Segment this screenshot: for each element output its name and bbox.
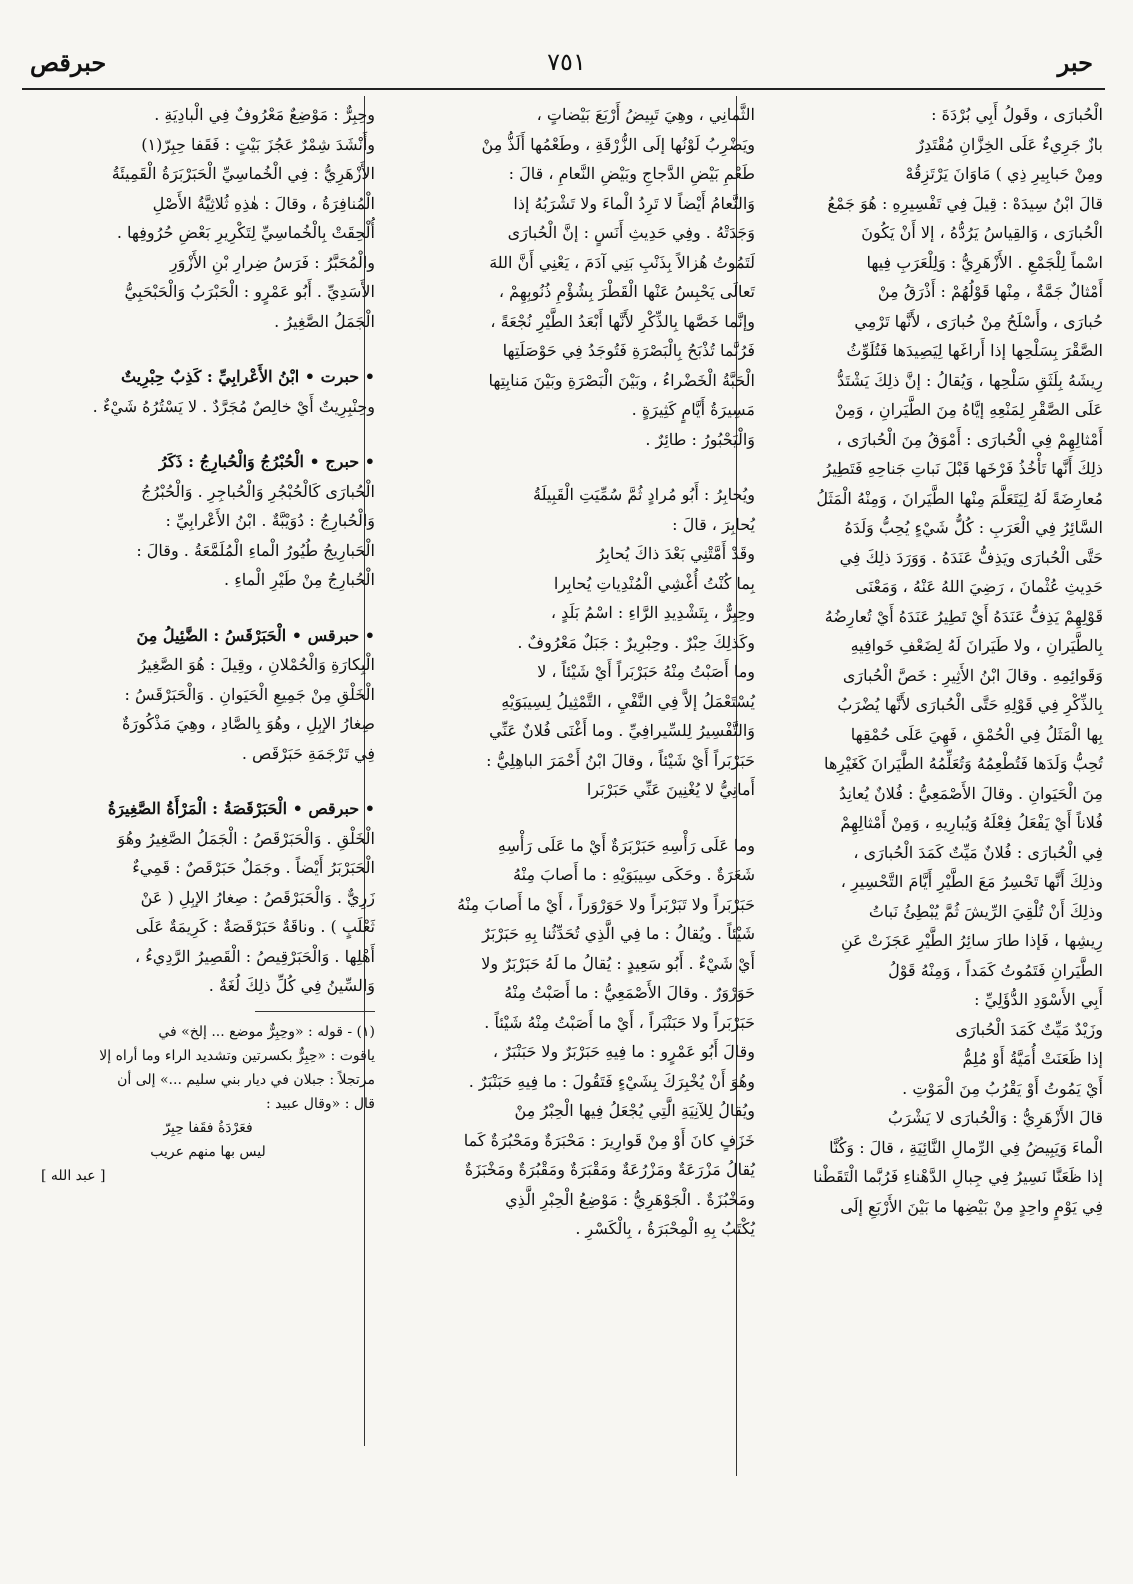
text-line: حَدِيثِ عُثْمانَ ، رَضِيَ اللهُ عَنْهُ ، وَمَعْنَى bbox=[855, 577, 1103, 596]
entry-separator bbox=[41, 768, 375, 794]
text-line: وَالْيَحْبُورُ : طائِرٌ . bbox=[645, 429, 755, 449]
text-line: وزَيْدٌ مَيِّتٌ كَمَدَ الْحُبارَى bbox=[955, 1019, 1103, 1039]
entry-separator bbox=[41, 336, 375, 362]
text-line: • حبرقص • الْحَبَرْقَصَةُ : الْمَرْأَةُ الصَّغِيرَةُ bbox=[107, 799, 375, 818]
text-line: • حبرقس • الْحَبَرْقَسُ : الضَّئِيلُ مِنَ bbox=[136, 625, 375, 645]
text-line: لَتَمُوتُ هُزالاً بِذَنْبِ بَنِي آدَمَ ، يَعْنِي أَنَّ اللهَ bbox=[489, 252, 755, 272]
footnote-line: قال : «وقال عبيد : bbox=[266, 1095, 375, 1112]
text-line: تَعالَى يَحْبِسُ عَنْها الْقَطْرَ بِشُؤْمِ ذُنُوبِهِمْ ، bbox=[498, 282, 755, 301]
footnote-line: ياقوت : «حِبِرٌّ بكسرتين وتشديد الراء وما أراه إلا bbox=[99, 1047, 375, 1064]
footnote-signature: [ عبد الله ] bbox=[41, 1167, 106, 1184]
footnote-line: ليس بها منهم عريب bbox=[150, 1143, 266, 1160]
text-line: فَرُبَّما تُذْبَحُ بِالْبَصْرَةِ فَتُوجَدُ فِي حَوْصَلَتِها bbox=[502, 341, 755, 360]
text-line: أَبِي الأَسْوَدِ الدُّؤَلِيِّ : bbox=[974, 990, 1103, 1009]
text-line: خَزَفٍ كانَ أَوْ مِنْ قَوارِيرَ : مَحْبَرَةٌ ومَحْبُرَةٌ كَما bbox=[463, 1130, 755, 1150]
text-line: وهُوَ أَنْ يُخْبِرَكَ بِشَيْءٍ فَتَقُولَ : ما فِيهِ حَبَنْبَرٌ . bbox=[468, 1071, 755, 1091]
footnote-line: (١) - قوله : «وحِبِرٌّ موضع ... إلخ» في bbox=[158, 1023, 375, 1040]
text-line: يُسْتَعْمَلُ إلاَّ فِي النَّفْيِ ، التَّمْثِيلُ لِسِيبَوَيْهِ bbox=[501, 691, 755, 711]
text-line: الْحُبارَى ، وقَولُ أَبِي بُرْدَةَ : bbox=[931, 105, 1103, 124]
text-line: وحِبِرٌّ ، بِتَشْدِيدِ الرَّاءِ : اسْمُ بَلَدٍ ، bbox=[550, 603, 755, 622]
text-line: وحِبِرٌّ : مَوْضِعٌ مَعْرُوفٌ فِي الْبادِيَةِ . bbox=[154, 105, 375, 124]
text-line: بِما كُنْتُ أُغْشِي الْمُنْدِياتِ يُحابِرا bbox=[553, 573, 755, 593]
footnote-line: مرتجلاً : جبلان في ديار بني سليم ...» إلى أن bbox=[117, 1071, 375, 1088]
entry-separator bbox=[405, 805, 755, 831]
page-header bbox=[30, 44, 1103, 94]
text-line: بازٌ جَرِيءٌ عَلَى الخِزَّانِ مُقْتَدِرٌ bbox=[916, 134, 1103, 154]
text-line: فُلاناً أَيْ يَفْعَلُ فِعْلَهُ وَيُبارِيهِ ، وَمِنْ أَمْثالِهِمْ bbox=[840, 813, 1103, 832]
text-line: بِها الْمَثَلُ فِي الْحُمْقِ ، فَهِيَ عَلَى حُمْقِها bbox=[850, 724, 1103, 744]
page-number: ٧٥١ bbox=[547, 48, 586, 76]
text-line: ومَخْبُزَةٌ . الْجَوْهَرِيُّ : مَوْضِعُ الْحِبْرِ الَّذِي bbox=[505, 1189, 755, 1209]
text-line: الأَسَدِيِّ . أَبُو عَمْرٍو : الْحَبْرَبُ وَالْحَبْحَبِيُّ bbox=[124, 282, 375, 301]
text-line: قالَ الأَزْهَرِيُّ : وَالْحُبارَى لا يَشْرَبُ bbox=[887, 1108, 1103, 1127]
text-line: الْحَبارِيجُ طُيُورُ الْماءِ الْمُلَمَّعَةُ . وقالَ : bbox=[136, 540, 375, 560]
text-line: قالَ ابْنُ سِيدَهْ : قِيلَ فِي تَفْسِيرِهِ : هُوَ جَمْعُ bbox=[827, 193, 1103, 213]
text-line: بِالطَّيَرانِ ، ولا طَيَرانَ لَهُ لِضَعْفِ خَوافِيهِ bbox=[850, 636, 1103, 655]
text-line: وحِنْبِرِيتٌ أَيْ خالِصٌ مُجَرَّدٌ . لا يَسْتُرُهُ شَيْءٌ . bbox=[92, 396, 375, 416]
text-line: أَمانِيُّ لا يُغْنِينَ عَنِّي حَبَرْبَرا bbox=[586, 780, 755, 799]
text-line: الْحُبارِجُ مِنْ طَيْرِ الْماءِ . bbox=[224, 570, 375, 589]
header-rule bbox=[22, 88, 1105, 90]
text-line: الْجَمَلُ الصَّغِيرُ . bbox=[274, 311, 375, 331]
text-line: ومِنْ حَبابِيرِ ذِي ) مَاوَانَ يَرْتَزِقُهْ bbox=[905, 164, 1103, 183]
text-line: وقالَ أَبُو عَمْرٍو : ما فِيهِ حَبَرْبَرٌ ولا حَبَنْبَرٌ ، bbox=[492, 1042, 755, 1061]
header-left-catchword: حبرقص bbox=[30, 48, 107, 77]
text-line: وَالتَّفْسِيرُ لِلسِّيرافِيِّ . وما أَغْنَى فُلانٌ عَنِّي bbox=[489, 721, 755, 740]
column-middle bbox=[405, 100, 755, 1244]
column-right bbox=[785, 100, 1103, 1221]
text-line: حَوَرْوَرٌ . وقالَ الأَصْمَعِيُّ : ما أَصَبْتُ مِنْهُ bbox=[504, 983, 755, 1002]
text-line: طَعْمِ بَيْضِ الدَّجاجِ وبَيْضِ النَّعامِ ، قالَ : bbox=[508, 164, 755, 183]
text-line: حُبارَى ، وأَسْلَحُ مِنْ حُبارَى ، لأَنَّها تَرْمِي bbox=[854, 311, 1103, 331]
text-line: الْحَبَّةُ الْخَضْراءُ ، وبَيْنَ الْبَصْرَةِ وبَيْنَ مَنابِتِها bbox=[488, 370, 755, 390]
footnote-rule bbox=[255, 1011, 375, 1012]
text-line: حَبَرْبَراً أَيْ شَيْئاً ، وقالَ ابْنُ أَحْمَرَ الباهِلِيُّ : bbox=[486, 750, 755, 770]
text-line: وَالسِّينُ فِي كُلِّ ذلِكَ لُغَةٌ . bbox=[208, 976, 375, 995]
header-right-catchword: حبر bbox=[1057, 48, 1093, 77]
text-line: وكَذلِكَ حِبْرٌ . وحِبْرِيرٌ : جَبَلٌ مَعْرُوفٌ . bbox=[517, 632, 755, 652]
text-line: الْبِكارَةِ وَالْحُمْلانِ ، وقِيلَ : هُوَ الصَّغِيرُ bbox=[138, 655, 375, 674]
text-line: السَّائِرُ فِي الْعَرَبِ : كُلُّ شَيْءٍ يُحِبُّ وَلَدَهُ bbox=[844, 518, 1103, 537]
text-line: أَيْ يَمُوتُ أَوْ يَقْرُبُ مِنَ الْمَوْتِ . bbox=[902, 1078, 1103, 1098]
footnote-line: فعَرْدَةُ فقَفا حِبِرّ bbox=[163, 1119, 253, 1136]
text-line: وما أَصَبْتُ مِنْهُ حَبَرْبَراً أَيْ شَيْئاً ، لا bbox=[537, 662, 755, 681]
text-line: رِيشِها ، فَإذا طارَ سائِرُ الطَّيْرِ عَجَزَتْ عَنِ bbox=[840, 931, 1103, 950]
text-line: • حبرت • ابْنُ الأَعْرابِيِّ : كَذِبٌ حِبْرِيتٌ bbox=[120, 367, 375, 386]
text-line: وإنَّما خَصَّها بِالذِّكْرِ لأَنَّها أَبْعَدُ الطَّيْرِ نُجْعَةً ، bbox=[490, 311, 755, 331]
text-line: قَوْلِهِمْ يَذِفُّ عَنَدَهُ أَيْ تَطِيرُ عَنَدَهُ أَيْ تُعارِضُهُ bbox=[824, 606, 1103, 626]
text-line: فِي الْحُبارَى : فُلانٌ مَيِّتٌ كَمَدَ الْحُبارَى ، bbox=[853, 842, 1103, 862]
text-line: أَيْ شَيْءٌ . أَبُو سَعِيدٍ : يُقالُ ما لَهُ حَبَرْبَرٌ ولا bbox=[481, 953, 755, 973]
text-line: حَتَّى الْحُبارَى ويَذِفُّ عَنَدَهُ . وَوَرَدَ ذلِكَ فِي bbox=[839, 547, 1103, 567]
text-line: ويَضْرِبُ لَوْنُها إلَى الزُّرْقَةِ ، وطَعْمُها أَلَذُّ مِنْ bbox=[481, 134, 755, 154]
text-line: إذا ظَعَنَّا نَسِيرُ فِي جِبالِ الدَّهْناءِ فَرُبَّما الْتَقَطْنا bbox=[813, 1167, 1103, 1186]
text-line: وقَدْ أَمَّتْنِي بَعْدَ ذاكَ يُحابِرُ bbox=[596, 544, 755, 563]
entry-separator bbox=[41, 595, 375, 621]
text-line: إذا ظَعَنَتْ أُمَيَّةُ أَوْ مُلِمُّ bbox=[962, 1049, 1103, 1068]
text-line: الثَّمانِي ، وهِيَ تَبِيضُ أَرْبَعَ بَيْضاتٍ ، bbox=[536, 105, 755, 124]
footnote bbox=[41, 1020, 375, 1188]
text-line: مُعارِضَةً لَهُ لِيَتَعَلَّمَ مِنْها الطَّيَرانَ ، وَمِنْهُ الْمَثَلُ bbox=[816, 488, 1103, 508]
text-line: أَهْلِها . وَالْحَبَرْقِيصُ : الْقَصِيرُ الرَّدِيءُ ، bbox=[135, 946, 375, 966]
text-line: عَلَى الصَّقْرِ لِمَنْعِهِ إيَّاهُ مِنَ الطَّيَرانِ ، وَمِنْ bbox=[835, 400, 1103, 419]
text-line: الْحُبارَى كَالْحُبْجُرِ وَالْحُباجِرِ . وَالْحُبْرُجُ bbox=[141, 481, 375, 501]
text-line: حَبَرْبَراً ولا تَبَرْبَراً ولا حَوَرْوَراً ، أَيْ ما أَصابَ مِنْهُ bbox=[457, 894, 755, 914]
text-line: يُحابِرَ ، قالَ : bbox=[672, 514, 755, 534]
text-line: الصَّقْرَ بِسَلْحِها إذا أَراغَها لِيَصِيدَها فَتُلَوِّثُ bbox=[846, 341, 1103, 360]
text-line: يُقالُ مَزْرَعَةٌ ومَزْرُعَةٌ ومَقْبَرَةٌ ومَقْبُرَةٌ ومَخْبَزَةٌ bbox=[464, 1160, 755, 1179]
text-line: أَمْثالِهِمْ فِي الْحُبارَى : أَمْوَقُ مِنَ الْحُبارَى ، bbox=[836, 429, 1103, 449]
text-line: فِي يَوْمٍ واحِدٍ مِنْ بَيْضِها ما بَيْنَ الأَرْبَعِ إلَى bbox=[840, 1196, 1103, 1216]
text-line: شَيْئاً . ويُقالُ : ما فِي الَّذِي تُحَدِّثُنا بِهِ حَبَرْبَرٌ bbox=[482, 924, 755, 943]
text-line: الْخَلْقِ . وَالْحَبَرْقَصُ : الْجَمَلُ الصَّغِيرُ وهُوَ bbox=[117, 828, 375, 848]
text-line: أَمْثالٌ جَمَّةٌ ، مِنْها قَوْلُهُمْ : أَذْرَقُ مِنْ bbox=[877, 282, 1103, 301]
text-line: مِنَ الْحَيَوانِ . وقالَ الأَصْمَعِيُّ : فُلانٌ يُعانِدُ bbox=[839, 783, 1103, 803]
text-line: صِغارُ الإبِلِ ، وهُوَ بِالصَّادِ ، وهِيَ مَذْكُورَةٌ bbox=[122, 714, 375, 733]
text-line: زَرِيٌّ . وَالْحَبَرْقَصُ : صِغارُ الإبِلِ ( عَنْ bbox=[140, 887, 375, 907]
text-line: والْمُحَبَّرُ : فَرَسُ ضِرارِ بْنِ الأَزْوَرِ bbox=[169, 252, 375, 272]
text-line: الْحُبارَى ، وَالقِياسُ يَرُدُّهُ ، إلا أَنْ يَكُونَ bbox=[861, 223, 1103, 242]
column-left-body bbox=[41, 100, 375, 1001]
text-line: بِالذِّكْرِ فِي قَوْلِهِ حَتَّى الْحُبارَى لأَنَّها يُضْرَبُ bbox=[837, 695, 1103, 714]
text-line: الطَّيَرانِ فَتَمُوتُ كَمَداً ، وَمِنْهُ قَوْلُ bbox=[888, 960, 1103, 980]
text-line: الأَزْهَرِيُّ : فِي الْخُماسِيِّ الْحَبَرْبَرَةُ الْقَمِيئَةُ bbox=[111, 164, 375, 183]
entry-separator bbox=[41, 421, 375, 447]
entry-separator bbox=[405, 454, 755, 480]
text-line: ثَعْلَبٍ ) . وناقَةٌ حَبَرْقَصَةٌ : كَرِيمَةٌ عَلَى bbox=[135, 917, 375, 936]
text-line: أُلْحِقَتْ بِالْخُماسِيِّ لِتَكْرِيرِ بَعْضِ حُرُوفِها . bbox=[116, 223, 375, 242]
text-line: ويُحابِرُ : أَبُو مُرادٍ ثُمَّ سُمِّيَتِ الْقَبِيلَةُ bbox=[533, 485, 755, 504]
text-line: يُكْتَبُ بِهِ الْمِحْبَرَةُ ، بِالْكَسْرِ . bbox=[575, 1219, 755, 1238]
text-line: وَالنَّعامُ أَيْضاً لا تَرِدُ الْماءَ ولا تَشْرَبُهُ إذا bbox=[513, 193, 755, 213]
text-line: وأَنْشَدَ شِمْرٌ عَجُزَ بَيْتٍ : فَقَفا حِبِرّ(١) bbox=[141, 134, 375, 154]
text-line: • حبرج • الْحُبْرُجُ وَالْحُبارِجُ : ذَكَرُ bbox=[159, 452, 375, 471]
text-line: الْمُنافِرَةُ ، وقالَ : هٰذِهِ ثُلاثِيَّةُ الأَصْلِ bbox=[152, 193, 375, 213]
text-line: شَعَرَةٌ . وحَكَى سِيبَوَيْهِ : ما أَصابَ مِنْهُ bbox=[513, 865, 755, 884]
text-line: وما عَلَى رَأْسِهِ حَبَرْبَرَةٌ أَيْ ما عَلَى رَأْسِهِ bbox=[497, 835, 755, 855]
text-line: ذلِكَ أَنَّها تَأْخُذُ فَرْخَها قَبْلَ نَباتِ جَناحِهِ فَتَطِيرُ bbox=[823, 459, 1103, 478]
text-line: رِيشَهُ بِلَثَقِ سَلْحِها ، وَيُقالُ : إنَّ ذلِكَ يَشْتَدُّ bbox=[837, 370, 1103, 390]
text-line: الْخَلْقِ مِنْ جَمِيعِ الْحَيَوانِ . وَالْحَبَرْقَسُ : bbox=[124, 684, 375, 704]
text-line: ويُقالُ لِلآنِيَةِ الَّتِي يُجْعَلُ فِيها الْحِبْرُ مِنْ bbox=[514, 1101, 755, 1120]
text-line: الْماءَ وَيَبِيضُ فِي الرِّمالِ النَّائِيَةِ ، قالَ : وَكُنَّا bbox=[829, 1137, 1103, 1157]
text-line: وَجَدَتْهُ . وفِي حَدِيثِ أَنَسٍ : إنَّ الْحُبارَى bbox=[507, 223, 755, 242]
text-line: وذلِكَ أَنْ تُلْقِيَ الرِّيشَ ثُمَّ يُبْطِئُ نَباتُ bbox=[868, 901, 1103, 921]
text-line: الْحَبَرْبَرُ أَيْضاً . وجَمَلٌ حَبَرْقَصٌ : قَمِيءٌ bbox=[132, 858, 375, 877]
text-line: تُحِبُّ وَلَدَها فَتُطْعِمُهُ وَتُعَلِّمُهُ الطَّيَرانَ كَغَيْرِها bbox=[823, 754, 1103, 773]
text-line: وَقَوائِمِهِ . وقالَ ابْنُ الأَثِيرِ : خَصَّ الْحُبارَى bbox=[842, 665, 1103, 685]
text-line: مَسِيرَةُ أَيَّامٍ كَثِيرَةٍ . bbox=[631, 400, 755, 419]
text-line: وذلِكَ أَنَّها تَحْسِرُ مَعَ الطَّيْرِ أَيَّامَ التَّحْسِيرِ ، bbox=[840, 872, 1103, 891]
text-line: وَالْحُبارِجُ : دُوَيْبَّةٌ . ابْنُ الأَعْرابِيِّ : bbox=[165, 511, 375, 530]
text-line: فِي تَرْجَمَةِ حَبَرْقَص . bbox=[241, 743, 375, 763]
text-line: اسْماً لِلْجَمْعِ . الأَزْهَرِيُّ : وَلِلْعَرَبِ فِيها bbox=[866, 252, 1103, 272]
column-left bbox=[41, 100, 375, 1188]
text-line: حَبَرْبَراً ولا حَبَنْبَراً ، أَيْ ما أَصَبْتُ مِنْهُ شَيْئاً . bbox=[484, 1012, 755, 1032]
